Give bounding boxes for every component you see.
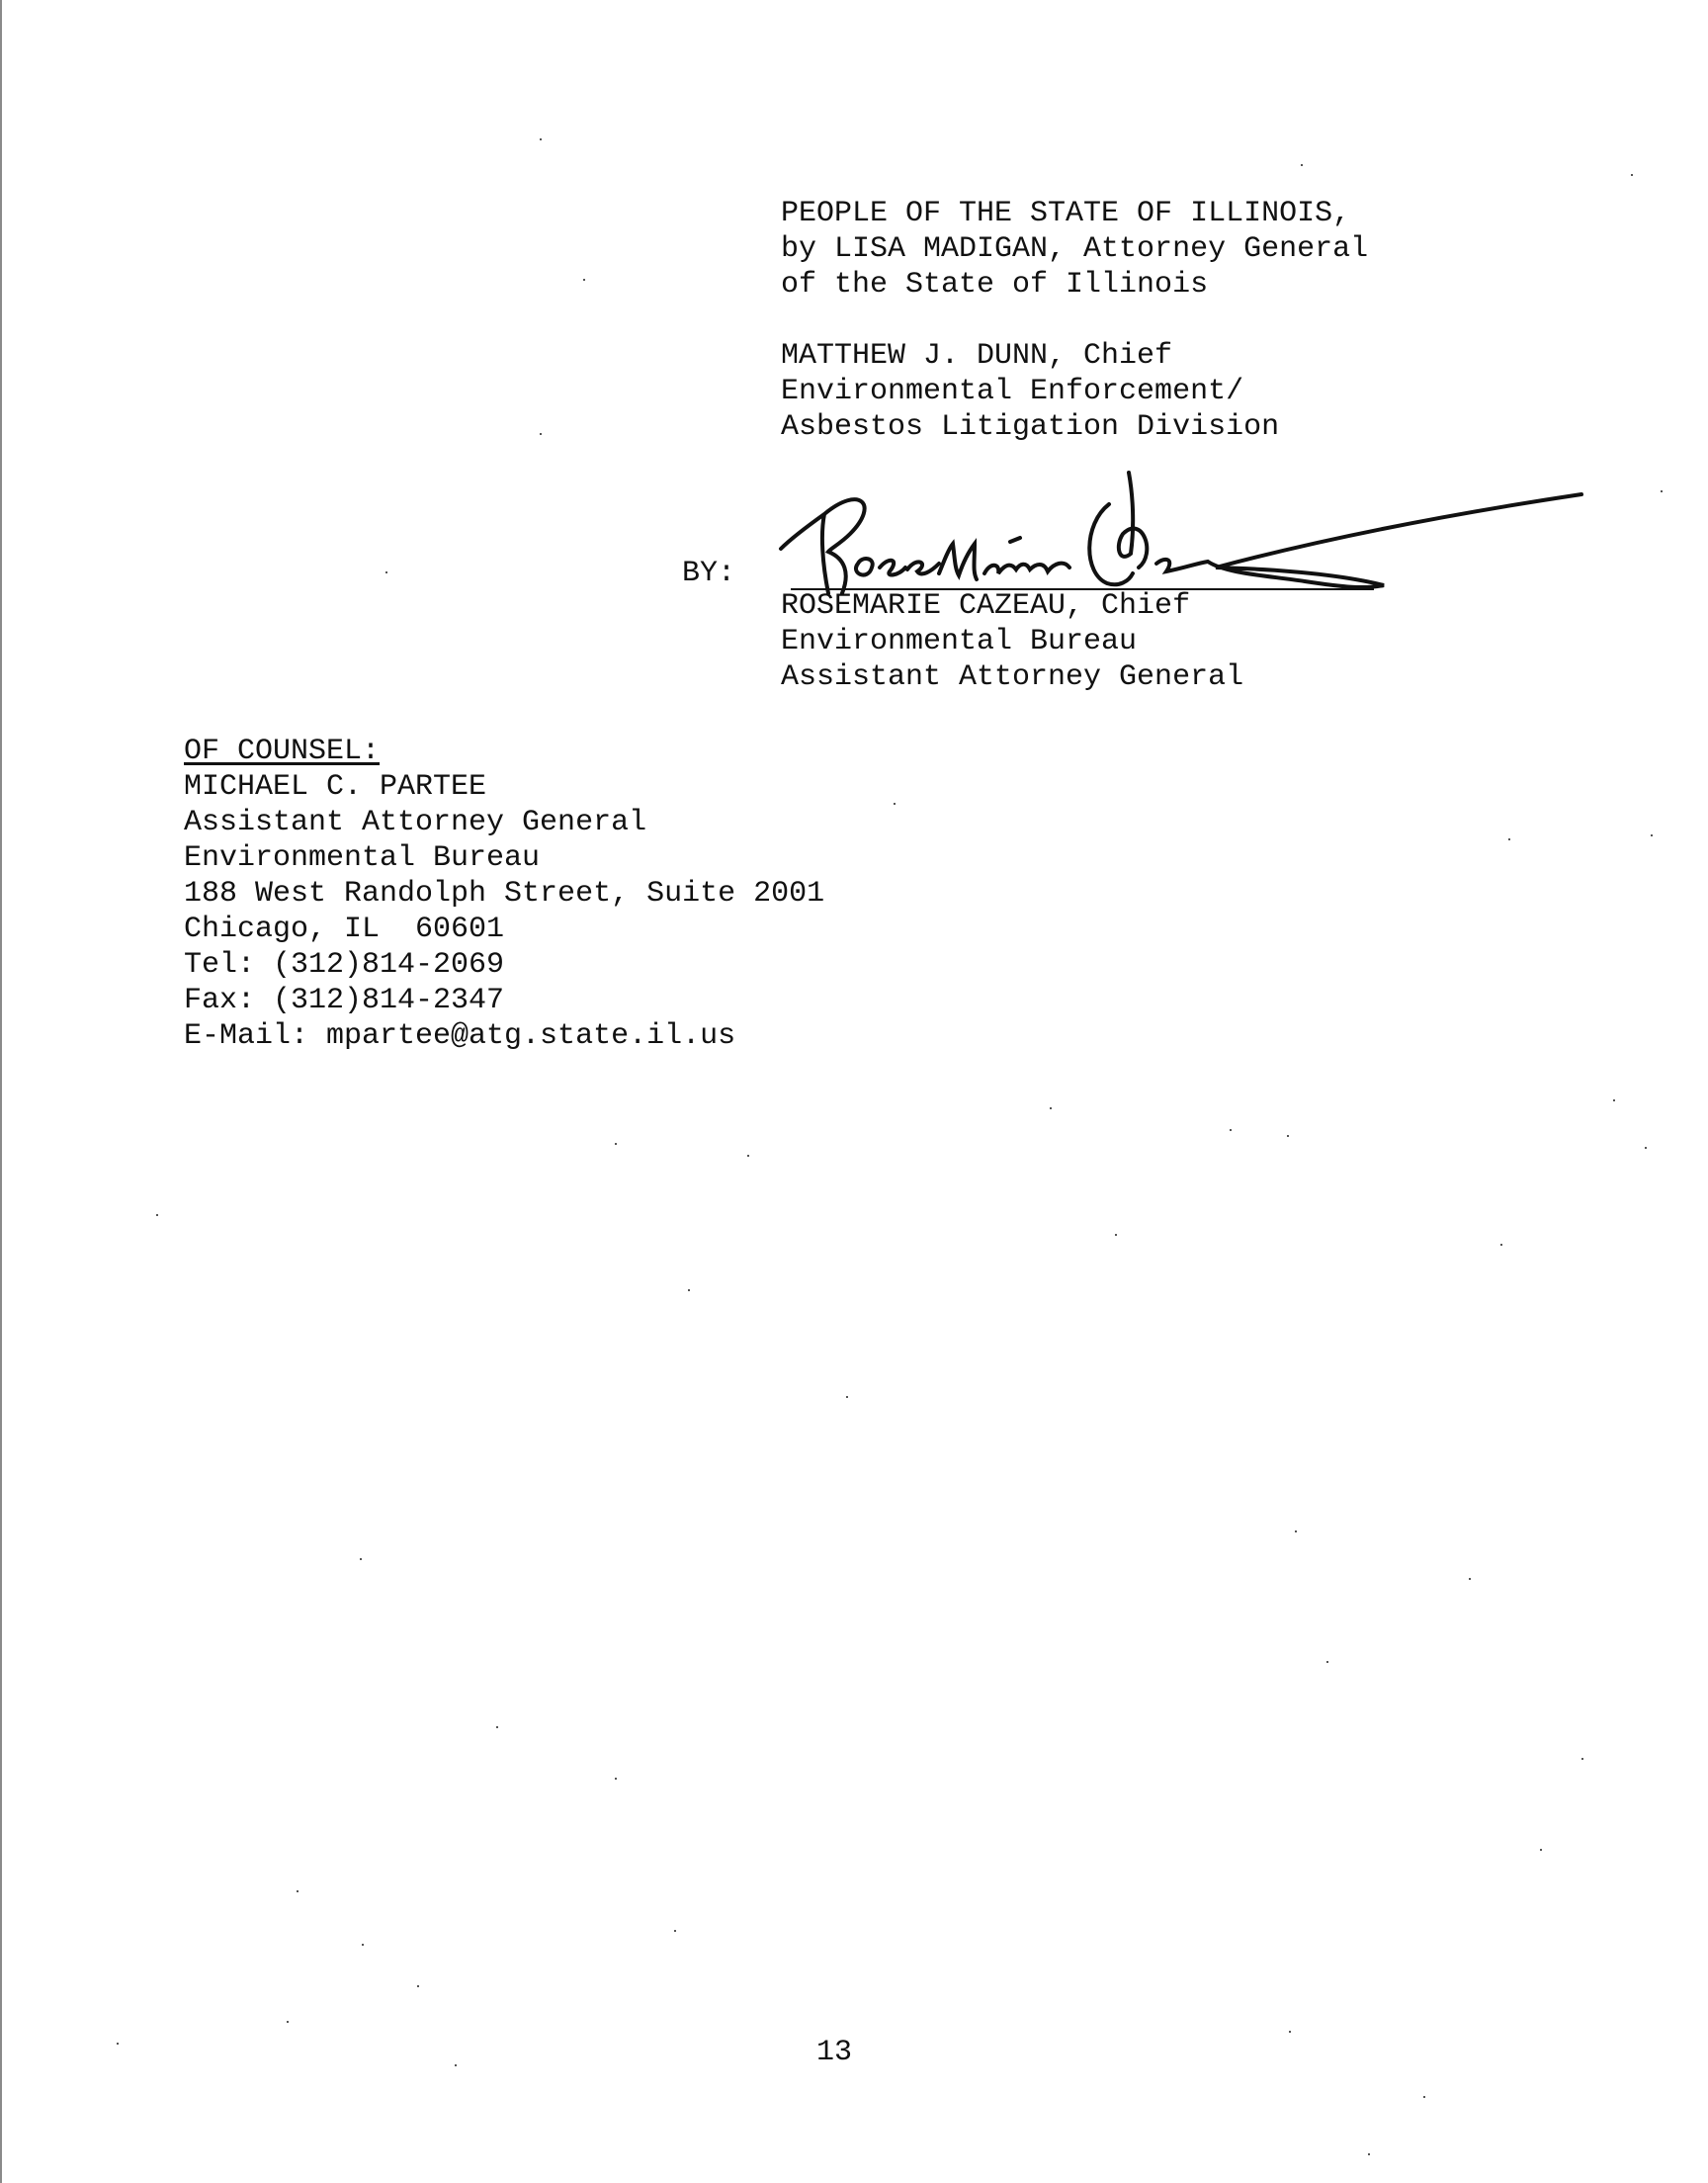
scan-speck [287,2021,289,2023]
scan-speck [747,1155,749,1157]
counsel-city: Chicago, IL 60601 [184,913,505,946]
counsel-address: 188 West Randolph Street, Suite 2001 [184,877,825,911]
scan-speck [156,1214,158,1216]
signer-line-1: ROSEMARIE CAZEAU, Chief [781,589,1191,623]
scan-speck [1645,1147,1647,1149]
scan-speck [496,1726,498,1728]
scan-speck [362,1944,364,1946]
chief-line-2: Environmental Enforcement/ [781,375,1244,408]
of-counsel-heading: OF COUNSEL: [184,735,381,768]
counsel-phone: Tel: (312)814-2069 [184,948,505,982]
signer-block [781,588,1243,695]
scan-speck [385,571,387,573]
chief-line-3: Asbestos Litigation Division [781,410,1280,444]
scan-speck [1230,1129,1232,1131]
scan-speck [1651,834,1653,836]
page-number: 13 [816,2036,853,2069]
scan-speck [674,1930,676,1932]
scan-speck [1508,838,1510,840]
chief-block [781,338,1279,445]
scan-speck [1540,1849,1542,1851]
by-label: BY: [682,557,736,590]
scan-speck [1050,1107,1052,1109]
signer-line-3: Assistant Attorney General [781,660,1244,694]
scan-speck [1613,1099,1615,1101]
scan-speck [417,1985,419,1987]
scan-speck [583,279,585,281]
scan-speck [1301,164,1303,166]
scan-speck [1115,1234,1117,1236]
scan-speck [1368,2153,1370,2155]
scan-edge-line [0,0,2,2183]
scan-speck [1631,174,1633,176]
scan-speck [615,1778,617,1780]
scan-speck [1500,1244,1502,1246]
scan-speck [1287,1135,1289,1137]
scan-speck [360,1558,362,1560]
signer-line-2: Environmental Bureau [781,625,1138,658]
plaintiff-block [781,196,1368,303]
chief-line-1: MATTHEW J. DUNN, Chief [781,339,1173,373]
scan-speck [297,1890,299,1892]
counsel-title: Assistant Attorney General [184,806,647,839]
scan-speck [1289,2031,1291,2033]
counsel-fax: Fax: (312)814-2347 [184,984,505,1017]
counsel-email: E-Mail: mpartee@atg.state.il.us [184,1019,736,1053]
scan-speck [455,2064,457,2066]
scan-speck [894,803,896,805]
plaintiff-line-1: PEOPLE OF THE STATE OF ILLINOIS, [781,197,1351,230]
scan-speck [1423,2096,1425,2098]
scan-speck [1295,1530,1297,1532]
plaintiff-line-3: of the State of Illinois [781,268,1209,302]
scan-speck [540,433,542,435]
counsel-bureau: Environmental Bureau [184,841,541,875]
scan-speck [117,2043,119,2045]
plaintiff-line-2: by LISA MADIGAN, Attorney General [781,232,1369,266]
scan-speck [1469,1578,1471,1580]
scan-speck [846,1396,848,1398]
scan-speck [615,1143,617,1145]
counsel-name: MICHAEL C. PARTEE [184,770,487,804]
scan-speck [540,138,542,140]
scan-speck [1326,1661,1328,1663]
scan-speck [1661,490,1663,492]
scan-speck [688,1289,690,1291]
scan-speck [1581,1758,1583,1760]
of-counsel-block [184,734,824,1054]
